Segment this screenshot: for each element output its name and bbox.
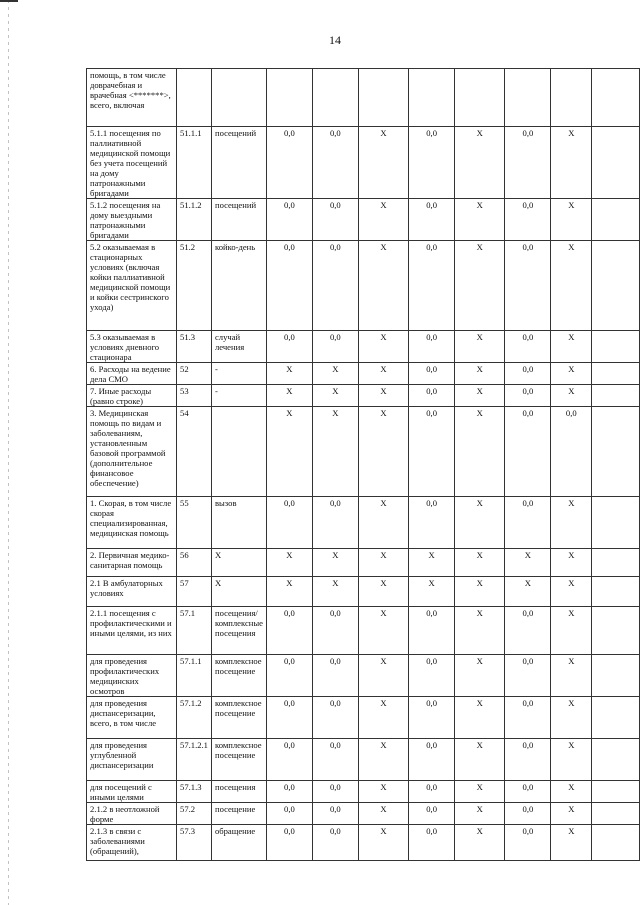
value-cell-7: X xyxy=(551,363,592,385)
value-cell-4: 0,0 xyxy=(409,363,455,385)
value-cell-4: 0,0 xyxy=(409,241,455,331)
row-name-cell: 7. Иные расходы (равно строке) xyxy=(87,385,177,407)
row-name-cell: 5.1.2 посещения на дому выездными патронажными бригадами xyxy=(87,199,177,241)
table-row xyxy=(87,199,640,241)
value-cell-7: X xyxy=(551,385,592,407)
value-cell-1: 0,0 xyxy=(266,127,312,199)
row-number-cell: 56 xyxy=(177,549,212,577)
report-table xyxy=(86,68,640,861)
value-cell-3: X xyxy=(358,363,408,385)
value-cell-6: X xyxy=(505,577,551,607)
value-cell-5: X xyxy=(455,549,505,577)
table-row xyxy=(87,697,640,739)
row-name-cell: 6. Расходы на ведение дела СМО xyxy=(87,363,177,385)
unit-cell: обращение xyxy=(211,825,266,861)
row-name-cell: 3. Медицинская помощь по видам и заболеваниям, установленным базовой программой (дополнительное финансовое обеспечение) xyxy=(87,407,177,497)
value-cell-2: 0,0 xyxy=(312,655,358,697)
value-cell-2: 0,0 xyxy=(312,803,358,825)
value-cell-2: X xyxy=(312,577,358,607)
value-cell-2: 0,0 xyxy=(312,199,358,241)
value-cell-8 xyxy=(592,363,640,385)
row-name-cell: 2.1 В амбулаторных условиях xyxy=(87,577,177,607)
row-number-cell: 51.1.1 xyxy=(177,127,212,199)
value-cell-7: X xyxy=(551,697,592,739)
row-name-cell: 5.3 оказываемая в условиях дневного стационара xyxy=(87,331,177,363)
value-cell-8 xyxy=(592,199,640,241)
table-row xyxy=(87,781,640,803)
value-cell-7: 0,0 xyxy=(551,407,592,497)
value-cell-6: 0,0 xyxy=(505,127,551,199)
value-cell-3: X xyxy=(358,739,408,781)
table-row xyxy=(87,549,640,577)
value-cell-4: 0,0 xyxy=(409,199,455,241)
value-cell-3: X xyxy=(358,549,408,577)
row-name-cell: 2.1.3 в связи с заболеваниями (обращений), xyxy=(87,825,177,861)
value-cell-5: X xyxy=(455,825,505,861)
value-cell-4: 0,0 xyxy=(409,331,455,363)
unit-cell: посещения/комплексные посещения xyxy=(211,607,266,655)
row-number-cell: 54 xyxy=(177,407,212,497)
table-row xyxy=(87,363,640,385)
value-cell-8 xyxy=(592,655,640,697)
value-cell-3: X xyxy=(358,803,408,825)
value-cell-6: 0,0 xyxy=(505,655,551,697)
table-row xyxy=(87,331,640,363)
value-cell-1: X xyxy=(266,577,312,607)
value-cell-4: 0,0 xyxy=(409,385,455,407)
row-name-cell: 2. Первичная медико-санитарная помощь xyxy=(87,549,177,577)
value-cell-5: X xyxy=(455,497,505,549)
unit-cell: - xyxy=(211,363,266,385)
value-cell-7: X xyxy=(551,577,592,607)
value-cell-6: 0,0 xyxy=(505,607,551,655)
table-row xyxy=(87,655,640,697)
value-cell-8 xyxy=(592,407,640,497)
value-cell-5: X xyxy=(455,577,505,607)
value-cell-1: X xyxy=(266,549,312,577)
value-cell-4: 0,0 xyxy=(409,655,455,697)
value-cell-8 xyxy=(592,697,640,739)
value-cell-6: 0,0 xyxy=(505,241,551,331)
value-cell-8 xyxy=(592,549,640,577)
value-cell-5: X xyxy=(455,241,505,331)
row-number-cell: 57.1 xyxy=(177,607,212,655)
value-cell-4: 0,0 xyxy=(409,825,455,861)
value-cell-6: X xyxy=(505,549,551,577)
row-number-cell: 57.1.2 xyxy=(177,697,212,739)
table-row xyxy=(87,577,640,607)
value-cell-5 xyxy=(455,69,505,127)
value-cell-1: 0,0 xyxy=(266,607,312,655)
row-name-cell: 1. Скорая, в том числе скорая специализированная, медицинская помощь xyxy=(87,497,177,549)
value-cell-2: 0,0 xyxy=(312,127,358,199)
value-cell-1: 0,0 xyxy=(266,739,312,781)
value-cell-4: X xyxy=(409,577,455,607)
unit-cell: посещений xyxy=(211,199,266,241)
value-cell-1: X xyxy=(266,363,312,385)
row-number-cell: 57.1.1 xyxy=(177,655,212,697)
table-row xyxy=(87,803,640,825)
table-row xyxy=(87,825,640,861)
value-cell-4: 0,0 xyxy=(409,407,455,497)
unit-cell: - xyxy=(211,385,266,407)
scan-edge xyxy=(8,0,9,905)
row-number-cell: 53 xyxy=(177,385,212,407)
value-cell-6: 0,0 xyxy=(505,363,551,385)
value-cell-5: X xyxy=(455,655,505,697)
value-cell-2: X xyxy=(312,385,358,407)
value-cell-7: X xyxy=(551,607,592,655)
unit-cell: комплексное посещение xyxy=(211,655,266,697)
value-cell-3: X xyxy=(358,497,408,549)
value-cell-3: X xyxy=(358,697,408,739)
row-number-cell: 57.3 xyxy=(177,825,212,861)
value-cell-1: 0,0 xyxy=(266,803,312,825)
value-cell-2: 0,0 xyxy=(312,739,358,781)
value-cell-7: X xyxy=(551,739,592,781)
value-cell-5: X xyxy=(455,407,505,497)
value-cell-3 xyxy=(358,69,408,127)
value-cell-1: 0,0 xyxy=(266,825,312,861)
value-cell-6: 0,0 xyxy=(505,803,551,825)
value-cell-5: X xyxy=(455,363,505,385)
value-cell-5: X xyxy=(455,331,505,363)
value-cell-2: 0,0 xyxy=(312,331,358,363)
row-number-cell: 51.1.2 xyxy=(177,199,212,241)
value-cell-7: X xyxy=(551,241,592,331)
row-number-cell: 57.1.3 xyxy=(177,781,212,803)
value-cell-3: X xyxy=(358,407,408,497)
value-cell-8 xyxy=(592,607,640,655)
table-row xyxy=(87,407,640,497)
value-cell-3: X xyxy=(358,331,408,363)
unit-cell: случай лечения xyxy=(211,331,266,363)
value-cell-7: X xyxy=(551,803,592,825)
value-cell-8 xyxy=(592,577,640,607)
value-cell-5: X xyxy=(455,739,505,781)
value-cell-6: 0,0 xyxy=(505,497,551,549)
value-cell-4: 0,0 xyxy=(409,697,455,739)
value-cell-2: 0,0 xyxy=(312,607,358,655)
value-cell-3: X xyxy=(358,607,408,655)
row-name-cell: 5.2 оказываемая в стационарных условиях (включая койки паллиативной медицинской помощи и койки сестринского ухода) xyxy=(87,241,177,331)
value-cell-5: X xyxy=(455,697,505,739)
table-row xyxy=(87,497,640,549)
value-cell-2: 0,0 xyxy=(312,825,358,861)
value-cell-2: X xyxy=(312,363,358,385)
value-cell-1: 0,0 xyxy=(266,331,312,363)
value-cell-8 xyxy=(592,241,640,331)
unit-cell: X xyxy=(211,549,266,577)
unit-cell: посещение xyxy=(211,803,266,825)
table-row xyxy=(87,739,640,781)
value-cell-6: 0,0 xyxy=(505,697,551,739)
value-cell-7: X xyxy=(551,331,592,363)
value-cell-8 xyxy=(592,739,640,781)
value-cell-1: 0,0 xyxy=(266,781,312,803)
row-name-cell: 2.1.1 посещения с профилактическими и иными целями, из них xyxy=(87,607,177,655)
row-name-cell: 5.1.1 посещения по паллиативной медицинской помощи без учета посещений на дому патронажными бригадами xyxy=(87,127,177,199)
value-cell-5: X xyxy=(455,607,505,655)
value-cell-3: X xyxy=(358,577,408,607)
value-cell-8 xyxy=(592,497,640,549)
row-number-cell: 51.2 xyxy=(177,241,212,331)
row-name-cell: 2.1.2 в неотложной форме xyxy=(87,803,177,825)
value-cell-5: X xyxy=(455,803,505,825)
value-cell-8 xyxy=(592,385,640,407)
value-cell-3: X xyxy=(358,655,408,697)
value-cell-4: 0,0 xyxy=(409,781,455,803)
value-cell-6: 0,0 xyxy=(505,385,551,407)
value-cell-6: 0,0 xyxy=(505,825,551,861)
value-cell-4: X xyxy=(409,549,455,577)
value-cell-7: X xyxy=(551,127,592,199)
value-cell-4 xyxy=(409,69,455,127)
unit-cell xyxy=(211,407,266,497)
value-cell-2: X xyxy=(312,549,358,577)
row-name-cell: для посещений с иными целями xyxy=(87,781,177,803)
unit-cell: посещений xyxy=(211,127,266,199)
value-cell-1: X xyxy=(266,407,312,497)
value-cell-4: 0,0 xyxy=(409,497,455,549)
row-number-cell: 52 xyxy=(177,363,212,385)
value-cell-1: X xyxy=(266,385,312,407)
value-cell-7: X xyxy=(551,655,592,697)
value-cell-2: 0,0 xyxy=(312,241,358,331)
value-cell-8 xyxy=(592,69,640,127)
value-cell-2: 0,0 xyxy=(312,781,358,803)
value-cell-5: X xyxy=(455,127,505,199)
value-cell-1: 0,0 xyxy=(266,497,312,549)
value-cell-8 xyxy=(592,781,640,803)
unit-cell: вызов xyxy=(211,497,266,549)
value-cell-7: X xyxy=(551,781,592,803)
value-cell-7 xyxy=(551,69,592,127)
value-cell-2: X xyxy=(312,407,358,497)
row-name-cell: для проведения углубленной диспансеризации xyxy=(87,739,177,781)
value-cell-4: 0,0 xyxy=(409,127,455,199)
value-cell-6: 0,0 xyxy=(505,781,551,803)
value-cell-8 xyxy=(592,803,640,825)
report-table-body xyxy=(87,69,640,861)
value-cell-6 xyxy=(505,69,551,127)
unit-cell: посещения xyxy=(211,781,266,803)
value-cell-2: 0,0 xyxy=(312,697,358,739)
corner-mark xyxy=(0,0,18,2)
value-cell-3: X xyxy=(358,385,408,407)
row-name-cell: для проведения профилактических медицинских осмотров xyxy=(87,655,177,697)
value-cell-7: X xyxy=(551,549,592,577)
table-row xyxy=(87,385,640,407)
table-row xyxy=(87,241,640,331)
value-cell-2 xyxy=(312,69,358,127)
value-cell-6: 0,0 xyxy=(505,407,551,497)
row-number-cell: 57.1.2.1 xyxy=(177,739,212,781)
unit-cell: комплексное посещение xyxy=(211,697,266,739)
row-number-cell xyxy=(177,69,212,127)
table-row xyxy=(87,69,640,127)
value-cell-4: 0,0 xyxy=(409,803,455,825)
value-cell-5: X xyxy=(455,385,505,407)
value-cell-8 xyxy=(592,127,640,199)
table-row xyxy=(87,607,640,655)
row-number-cell: 57 xyxy=(177,577,212,607)
value-cell-4: 0,0 xyxy=(409,739,455,781)
row-number-cell: 55 xyxy=(177,497,212,549)
row-name-cell: помощь, в том числе доврачебная и врачебная <*******>, всего, включая xyxy=(87,69,177,127)
value-cell-5: X xyxy=(455,781,505,803)
unit-cell: X xyxy=(211,577,266,607)
value-cell-1: 0,0 xyxy=(266,655,312,697)
value-cell-6: 0,0 xyxy=(505,199,551,241)
unit-cell xyxy=(211,69,266,127)
value-cell-6: 0,0 xyxy=(505,331,551,363)
value-cell-1 xyxy=(266,69,312,127)
value-cell-6: 0,0 xyxy=(505,739,551,781)
value-cell-3: X xyxy=(358,199,408,241)
value-cell-2: 0,0 xyxy=(312,497,358,549)
value-cell-7: X xyxy=(551,825,592,861)
value-cell-3: X xyxy=(358,825,408,861)
row-name-cell: для проведения диспансеризации, всего, в том числе xyxy=(87,697,177,739)
value-cell-3: X xyxy=(358,241,408,331)
value-cell-4: 0,0 xyxy=(409,607,455,655)
row-number-cell: 57.2 xyxy=(177,803,212,825)
value-cell-1: 0,0 xyxy=(266,199,312,241)
row-number-cell: 51.3 xyxy=(177,331,212,363)
value-cell-1: 0,0 xyxy=(266,241,312,331)
value-cell-1: 0,0 xyxy=(266,697,312,739)
value-cell-8 xyxy=(592,825,640,861)
value-cell-7: X xyxy=(551,497,592,549)
value-cell-5: X xyxy=(455,199,505,241)
unit-cell: комплексное посещение xyxy=(211,739,266,781)
unit-cell: койко-день xyxy=(211,241,266,331)
page-number: 14 xyxy=(329,33,341,47)
value-cell-3: X xyxy=(358,781,408,803)
value-cell-8 xyxy=(592,331,640,363)
table-row xyxy=(87,127,640,199)
value-cell-3: X xyxy=(358,127,408,199)
value-cell-7: X xyxy=(551,199,592,241)
